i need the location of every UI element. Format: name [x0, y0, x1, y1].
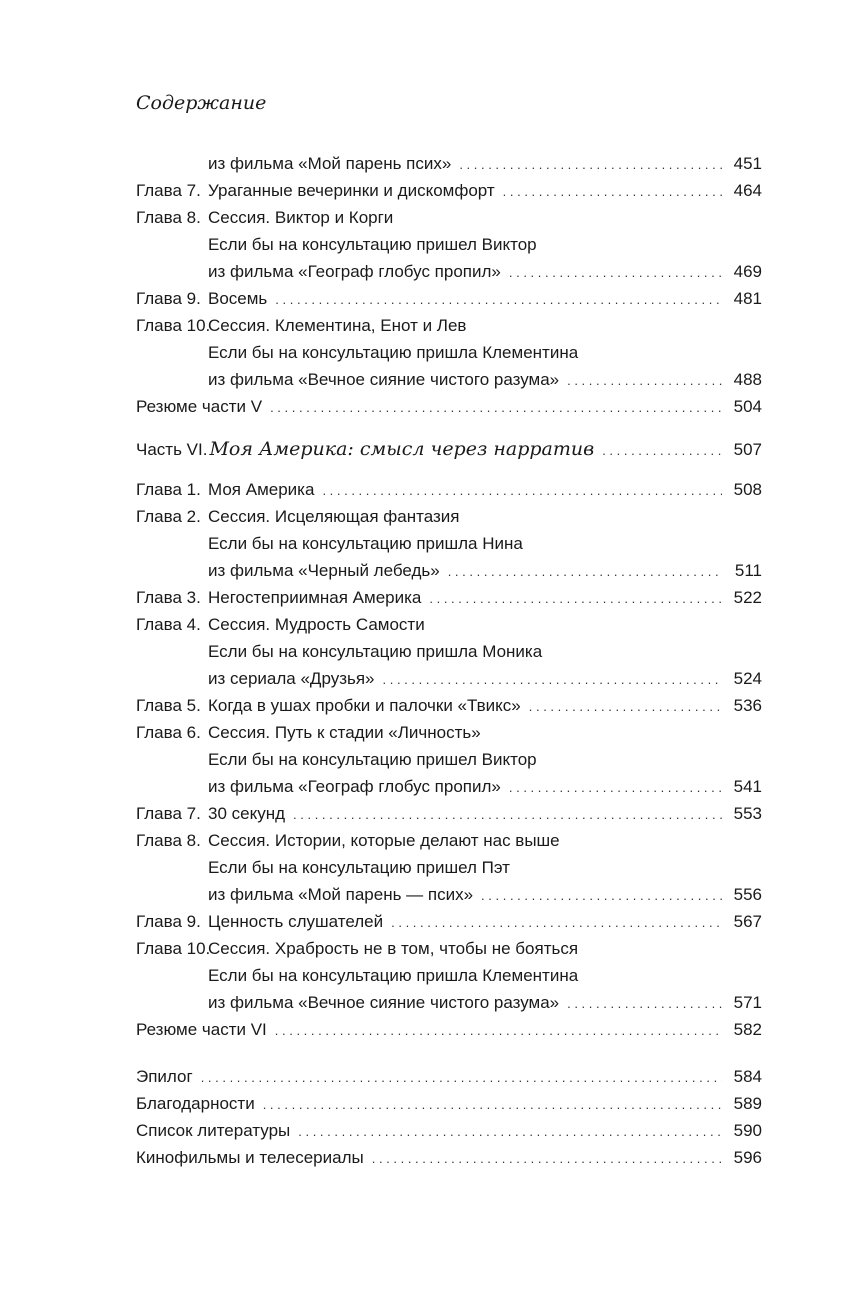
toc-entry[interactable] — [136, 1016, 762, 1043]
table-of-contents — [136, 150, 762, 1171]
entry-body — [208, 366, 762, 394]
entry-body — [208, 584, 762, 612]
entry-body — [208, 881, 762, 909]
entry-title: Сессия. Храбрость не в том, чтобы не бояться — [208, 939, 579, 958]
entry-title: Ураганные вечеринки и дискомфорт — [208, 181, 495, 200]
leader-dots — [270, 394, 722, 421]
chapter-label: Глава 2. — [136, 507, 201, 526]
part-label: Часть VI. — [136, 440, 208, 459]
entry-title: из фильма «Мой парень псих» — [208, 154, 452, 173]
entry-title: Сессия. Путь к стадии «Личность» — [208, 723, 481, 742]
entry-title: Сессия. Истории, которые делают нас выше — [208, 831, 560, 850]
page-number: 481 — [733, 289, 762, 308]
toc-group-part-vi — [136, 476, 762, 1043]
entry-title: Сессия. Клементина, Енот и Лев — [208, 316, 467, 335]
entry-title: Если бы на консультацию пришел Пэт — [208, 858, 510, 877]
page-number: 567 — [733, 912, 762, 931]
entry-body — [208, 530, 762, 557]
entry-title: Сессия. Мудрость Самости — [208, 615, 425, 634]
page-number: 451 — [733, 154, 762, 173]
toc-entry[interactable] — [136, 881, 762, 908]
leader-dots — [459, 151, 722, 178]
toc-entry — [136, 935, 762, 962]
chapter-label: Глава 6. — [136, 723, 201, 742]
chapter-label: Глава 9. — [136, 912, 201, 931]
leader-dots — [201, 1064, 722, 1091]
toc-entry — [136, 746, 762, 773]
section-gap — [136, 1043, 762, 1063]
entry-title: Список литературы — [136, 1121, 291, 1140]
leader-dots — [529, 693, 722, 720]
toc-entry — [136, 312, 762, 339]
page-number: 571 — [733, 993, 762, 1012]
toc-entry[interactable] — [136, 150, 762, 177]
page-number: 556 — [733, 885, 762, 904]
leader-dots — [448, 558, 722, 585]
toc-entry[interactable] — [136, 1063, 762, 1090]
leader-dots — [263, 1091, 722, 1118]
entry-body — [208, 177, 762, 205]
entry-title: из фильма «Вечное сияние чистого разума» — [208, 370, 560, 389]
entry-title: Если бы на консультацию пришел Виктор — [208, 235, 537, 254]
toc-group-part-v — [136, 150, 762, 420]
page-number: 524 — [733, 669, 762, 688]
part-title: Моя Америка: смысл через нарратив — [209, 438, 595, 460]
leader-dots — [567, 367, 722, 394]
toc-entry[interactable] — [136, 366, 762, 393]
entry-title: Резюме части VI — [136, 1020, 267, 1039]
entry-title: Резюме части V — [136, 397, 263, 416]
entry-title: Когда в ушах пробки и палочки «Твикс» — [208, 696, 521, 715]
entry-body — [208, 312, 762, 339]
entry-body — [136, 1144, 762, 1172]
toc-part-heading[interactable] — [136, 434, 762, 464]
entry-body — [208, 827, 762, 854]
entry-body — [208, 557, 762, 585]
entry-body — [208, 908, 762, 936]
chapter-label: Глава 7. — [136, 181, 201, 200]
page-number: 582 — [733, 1020, 762, 1039]
running-header: Содержание — [136, 92, 267, 114]
leader-dots — [509, 259, 722, 286]
leader-dots — [383, 666, 722, 693]
entry-body — [208, 285, 762, 313]
entry-title: Восемь — [208, 289, 268, 308]
leader-dots — [293, 801, 722, 828]
toc-entry — [136, 827, 762, 854]
entry-body — [136, 1016, 762, 1044]
entry-body — [208, 935, 762, 962]
entry-body — [208, 692, 762, 720]
leader-dots — [275, 1017, 722, 1044]
entry-body — [208, 339, 762, 366]
chapter-label: Глава 4. — [136, 615, 201, 634]
page-number: 488 — [733, 370, 762, 389]
entry-title: Эпилог — [136, 1067, 193, 1086]
toc-entry[interactable] — [136, 584, 762, 611]
entry-body — [208, 476, 762, 504]
chapter-label: Глава 8. — [136, 208, 201, 227]
toc-entry — [136, 854, 762, 881]
toc-entry[interactable] — [136, 1090, 762, 1117]
leader-dots — [372, 1145, 722, 1172]
toc-entry — [136, 530, 762, 557]
toc-entry — [136, 611, 762, 638]
entry-title: Кинофильмы и телесериалы — [136, 1148, 364, 1167]
page-number: 469 — [733, 262, 762, 281]
toc-entry[interactable] — [136, 393, 762, 420]
page-number: 522 — [733, 588, 762, 607]
page-number: 504 — [733, 397, 762, 416]
leader-dots — [275, 286, 722, 313]
entry-title: Негостеприимная Америка — [208, 588, 422, 607]
entry-title: Сессия. Виктор и Корги — [208, 208, 394, 227]
toc-entry — [136, 638, 762, 665]
entry-title: Сессия. Исцеляющая фантазия — [208, 507, 460, 526]
entry-title: Моя Америка — [208, 480, 315, 499]
entry-title: из фильма «Вечное сияние чистого разума» — [208, 993, 560, 1012]
page-number: 511 — [734, 561, 762, 580]
entry-body — [208, 611, 762, 638]
toc-entry[interactable] — [136, 557, 762, 584]
toc-entry — [136, 339, 762, 366]
leader-dots — [509, 774, 722, 801]
entry-title: Если бы на консультацию пришел Виктор — [208, 750, 537, 769]
entry-title: Если бы на консультацию пришла Нина — [208, 534, 523, 553]
leader-dots — [322, 477, 722, 504]
toc-entry — [136, 503, 762, 530]
entry-title: Если бы на консультацию пришла Моника — [208, 642, 543, 661]
entry-body — [208, 204, 762, 231]
entry-title: из фильма «Географ глобус пропил» — [208, 262, 501, 281]
toc-entry[interactable] — [136, 476, 762, 503]
toc-entry[interactable] — [136, 800, 762, 827]
entry-title: Благодарности — [136, 1094, 255, 1113]
leader-dots — [298, 1118, 722, 1145]
toc-entry — [136, 719, 762, 746]
entry-body — [136, 1090, 762, 1118]
entry-title: из фильма «Мой парень — псих» — [208, 885, 474, 904]
entry-title: Если бы на консультацию пришла Клементина — [208, 966, 579, 985]
toc-entry[interactable] — [136, 989, 762, 1016]
entry-body — [208, 854, 762, 881]
entry-body — [208, 800, 762, 828]
page-number: 541 — [733, 777, 762, 796]
entry-title: Ценность слушателей — [208, 912, 384, 931]
entry-title: 30 секунд — [208, 804, 286, 823]
leader-dots — [429, 585, 722, 612]
entry-body — [208, 746, 762, 773]
leader-dots — [567, 990, 722, 1017]
page-number: 553 — [733, 804, 762, 823]
entry-body — [208, 773, 762, 801]
toc-entry — [136, 204, 762, 231]
toc-entry[interactable] — [136, 177, 762, 204]
entry-body — [208, 258, 762, 286]
chapter-label: Глава 7. — [136, 804, 201, 823]
chapter-label: Глава 10. — [136, 316, 211, 335]
toc-entry — [136, 231, 762, 258]
page-number: 508 — [733, 480, 762, 499]
toc-entry[interactable] — [136, 285, 762, 312]
entry-body — [136, 1063, 762, 1091]
entry-body — [208, 638, 762, 665]
page-number: 590 — [733, 1121, 762, 1140]
toc-entry[interactable] — [136, 1144, 762, 1171]
page-number: 589 — [733, 1094, 762, 1113]
entry-body — [208, 989, 762, 1017]
toc-group-back-matter — [136, 1063, 762, 1171]
leader-dots — [602, 436, 725, 466]
toc-entry[interactable] — [136, 1117, 762, 1144]
entry-title: из фильма «Географ глобус пропил» — [208, 777, 501, 796]
chapter-label: Глава 1. — [136, 480, 201, 499]
toc-entry[interactable] — [136, 692, 762, 719]
page-number: 536 — [733, 696, 762, 715]
page-number: 596 — [733, 1148, 762, 1167]
leader-dots — [481, 882, 722, 909]
toc-entry[interactable] — [136, 665, 762, 692]
entry-body — [208, 150, 762, 178]
chapter-label: Глава 5. — [136, 696, 201, 715]
leader-dots — [503, 178, 722, 205]
entry-body — [136, 1117, 762, 1145]
chapter-label: Глава 3. — [136, 588, 201, 607]
entry-body — [208, 665, 762, 693]
chapter-label: Глава 9. — [136, 289, 201, 308]
page-number: 584 — [733, 1067, 762, 1086]
page-number: 464 — [733, 181, 762, 200]
chapter-label: Глава 8. — [136, 831, 201, 850]
entry-body — [208, 503, 762, 530]
toc-entry[interactable] — [136, 908, 762, 935]
entry-body — [208, 962, 762, 989]
toc-entry[interactable] — [136, 258, 762, 285]
entry-title: из фильма «Черный лебедь» — [208, 561, 440, 580]
toc-entry — [136, 962, 762, 989]
entry-title: Если бы на консультацию пришла Клементина — [208, 343, 579, 362]
page-number: 507 — [733, 440, 762, 459]
chapter-label: Глава 10. — [136, 939, 211, 958]
entry-body — [208, 231, 762, 258]
toc-entry[interactable] — [136, 773, 762, 800]
entry-title: из сериала «Друзья» — [208, 669, 375, 688]
leader-dots — [391, 909, 722, 936]
entry-body — [208, 719, 762, 746]
entry-body — [136, 393, 762, 421]
